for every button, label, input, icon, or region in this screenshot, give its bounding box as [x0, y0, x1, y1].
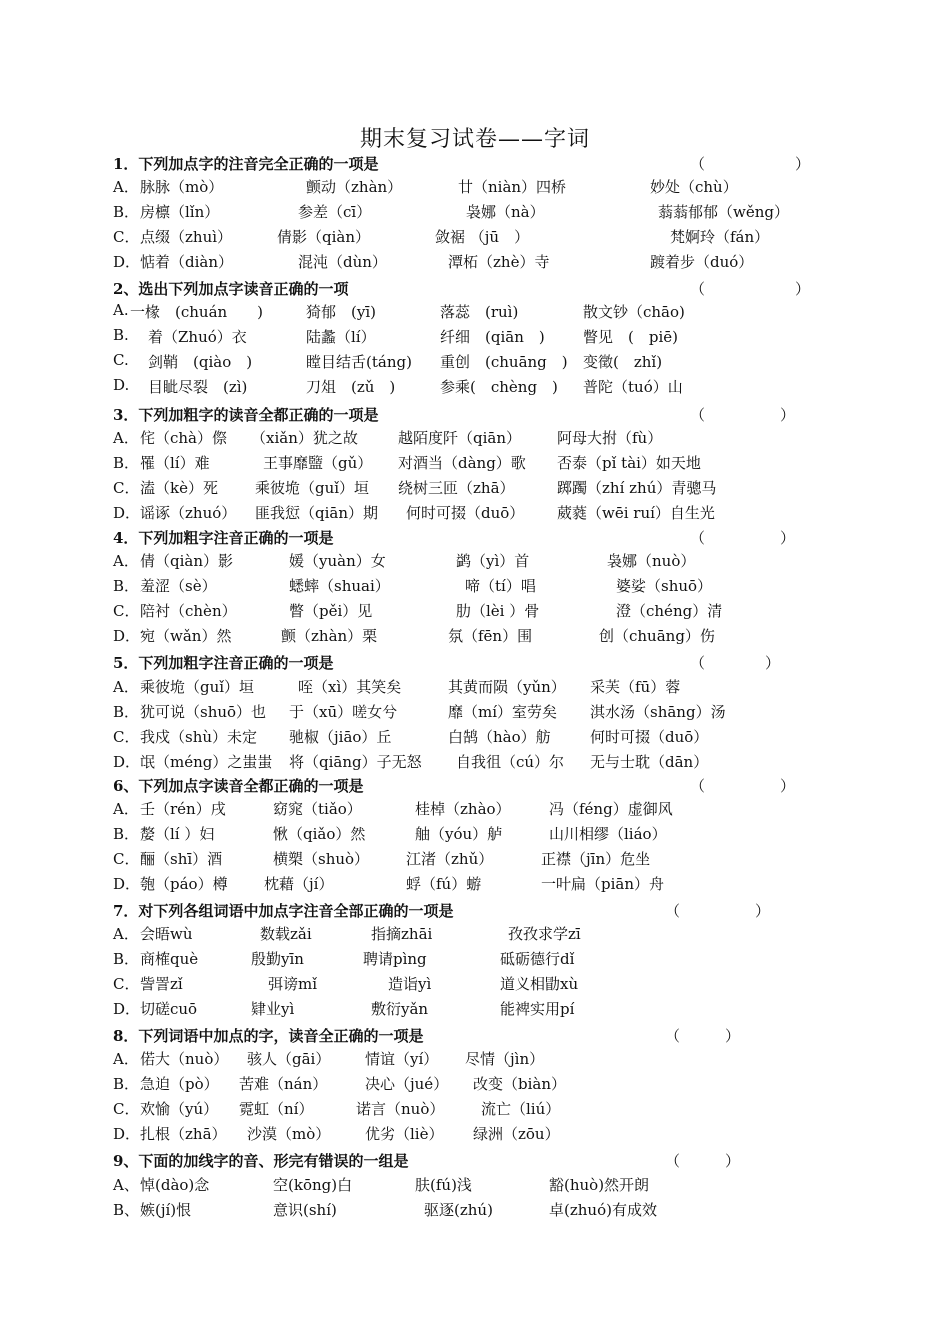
option-item: 能裨实用pí	[500, 1000, 575, 1018]
option-item: 一叶扁（piān）舟	[541, 875, 665, 893]
option-item: 情谊（yí）	[365, 1050, 439, 1068]
option-item: 否泰（pǐ tài）如天地	[557, 454, 701, 472]
option-item: 倩影（qiàn）	[277, 228, 371, 246]
option-item: 点缀（zhuì）	[140, 228, 233, 246]
option-label: A．	[113, 1050, 139, 1068]
option-item: 殷勤yīn	[251, 950, 304, 968]
option-label: C．	[113, 975, 140, 993]
option-item: 侘（chà）傺	[140, 429, 228, 447]
option-item: 指摘zhāi	[371, 925, 433, 943]
option-item: 沙漠（mò）	[247, 1125, 331, 1143]
question-6-answer-blank: （ ）	[690, 777, 796, 795]
option-item: 我戍（shù）未定	[140, 728, 258, 746]
option-item: 刀俎 (zǔ )	[306, 378, 396, 396]
option-item: 霓虹（ní）	[239, 1100, 314, 1118]
question-7-answer-blank: （ ）	[665, 902, 771, 920]
option-item: 肤(fú)浅	[415, 1176, 472, 1194]
option-label: C．	[113, 1100, 140, 1118]
question-8-answer-blank: （ ）	[665, 1027, 741, 1045]
option-item: 于（xū）嗟女兮	[289, 703, 398, 721]
option-item: 越陌度阡（qiān）	[398, 429, 522, 447]
option-item: 蟋蟀（shuai）	[289, 577, 390, 595]
option-item: 罹（lí）难	[140, 454, 210, 472]
question-8-stem: 8．下列词语中加点的字，读音全正确的一项是	[113, 1027, 424, 1045]
option-item: 乘彼垝（guǐ）垣	[255, 479, 370, 497]
question-1-stem: 1．下列加点字的注音完全正确的一项是	[113, 155, 379, 173]
option-label: D．	[113, 1000, 141, 1018]
option-item: 倩（qiàn）影	[140, 552, 234, 570]
option-item: 绕树三匝（zhā）	[398, 479, 515, 497]
option-item: 诺言（nuò）	[356, 1100, 445, 1118]
option-item: 数载zǎi	[260, 925, 312, 943]
option-item: 陆蠡（lí）	[306, 328, 376, 346]
option-item: 何时可掇（duō）	[590, 728, 709, 746]
option-item: 参乘( chèng )	[440, 378, 558, 396]
option-item: 婆娑（shuō）	[616, 577, 713, 595]
option-item: 猗郁 (yī)	[306, 303, 376, 321]
option-label: A．	[113, 925, 139, 943]
option-item: 冯（féng）虚御风	[549, 800, 673, 818]
option-item: 房檩（lǐn）	[140, 203, 220, 221]
option-item: 氛（fēn）围	[448, 627, 533, 645]
option-item: 啼（tí）唱	[465, 577, 536, 595]
option-item: 山川相缪（liáo）	[549, 825, 667, 843]
option-item: 决心（jué）	[365, 1075, 449, 1093]
option-item: 氓（méng）之蚩蚩	[140, 753, 273, 771]
option-item: 颤（zhàn）栗	[281, 627, 378, 645]
option-label: D．	[113, 504, 141, 522]
option-item: 欢愉（yú）	[140, 1100, 219, 1118]
option-item: 卓(zhuó)有成效	[549, 1201, 657, 1219]
option-item: 羞涩（sè）	[140, 577, 217, 595]
option-item: 切磋cuō	[140, 1000, 198, 1018]
question-4-stem: 4．下列加粗字注音正确的一项是	[113, 529, 334, 547]
option-item: 其黄而陨（yǔn）	[448, 678, 566, 696]
option-label: C．	[113, 850, 140, 868]
option-item: 梵婀玲（fán）	[670, 228, 770, 246]
option-item: 惦着（diàn）	[140, 253, 234, 271]
option-label: B．	[113, 1075, 140, 1093]
option-item: 白鹄（hào）舫	[448, 728, 551, 746]
option-item: 横槊（shuò）	[273, 850, 370, 868]
question-3-stem: 3．下列加粗字的读音全都正确的一项是	[113, 406, 379, 424]
option-item: 聘请pìng	[363, 950, 427, 968]
option-item: 驰椒（jiāo）丘	[289, 728, 392, 746]
option-label: D.	[113, 376, 130, 394]
option-item: 袅娜（nuò）	[607, 552, 696, 570]
option-label: D．	[113, 875, 141, 893]
option-item: 将（qiāng）子无怒	[289, 753, 422, 771]
option-item: 乘彼垝（guǐ）垣	[140, 678, 255, 696]
option-label: B.	[113, 326, 129, 344]
option-item: 脉脉（mò）	[140, 178, 224, 196]
option-item: 优劣（liè）	[365, 1125, 444, 1143]
option-item: 舳（yóu）舻	[415, 825, 503, 843]
option-label: B．	[113, 950, 140, 968]
option-item: 造诣yì	[388, 975, 432, 993]
option-item: 砥砺德行dǐ	[500, 950, 575, 968]
option-item: 急迫（pò）	[140, 1075, 219, 1093]
option-item: 空(kōng)白	[273, 1176, 353, 1194]
option-item: 悼(dào)念	[140, 1176, 210, 1194]
option-item: 普陀（tuó）山	[583, 378, 683, 396]
option-item: 意识(shí)	[273, 1201, 337, 1219]
option-label: A．	[113, 429, 139, 447]
option-label: C．	[113, 728, 140, 746]
option-label: A．	[113, 552, 139, 570]
option-item: 溘（kè）死	[140, 479, 218, 497]
option-item: 肋（lèi ）骨	[456, 602, 540, 620]
option-label: C．	[113, 228, 140, 246]
option-item: 匪我愆（qiān）期	[255, 504, 379, 522]
option-item: 正襟（jīn）危坐	[541, 850, 651, 868]
option-item: 会晤wù	[140, 925, 193, 943]
option-item: 葳蕤（wēi ruí）自生光	[557, 504, 715, 522]
option-item: 着（Zhuó）衣	[148, 328, 247, 346]
option-item: 嫠（lí ）妇	[140, 825, 215, 843]
option-item: 袅娜（nà）	[466, 203, 545, 221]
option-item: 匏（páo）樽	[140, 875, 228, 893]
option-item: 踯躅（zhí zhú）青骢马	[557, 479, 717, 497]
option-label: D．	[113, 753, 141, 771]
option-item: 自我徂（cú）尔	[456, 753, 565, 771]
option-item: 重创 (chuāng )	[440, 353, 568, 371]
option-item: 咥（xì）其笑矣	[298, 678, 402, 696]
option-item: 采芙（fū）蓉	[590, 678, 681, 696]
option-item: 变徵( zhǐ)	[583, 353, 663, 371]
option-item: 瞥见 ( piē)	[583, 328, 678, 346]
option-item: 尽情（jìn）	[465, 1050, 545, 1068]
question-3-answer-blank: （ ）	[690, 406, 796, 424]
option-item: 宛（wǎn）然	[140, 627, 232, 645]
option-item: 江渚（zhǔ）	[406, 850, 494, 868]
question-5-answer-blank: （ ）	[690, 654, 781, 672]
option-label: D．	[113, 253, 141, 271]
question-4-answer-blank: （ ）	[690, 529, 796, 547]
option-item: 枕藉（jí）	[264, 875, 334, 893]
option-item: 谣诼（zhuó）	[140, 504, 237, 522]
option-item: 偌大（nuò）	[140, 1050, 229, 1068]
option-item: 落蕊 (ruì)	[440, 303, 519, 321]
option-label: B．	[113, 703, 140, 721]
option-item: 瞠目结舌(táng)	[306, 353, 412, 371]
option-item: 踱着步（duó）	[650, 253, 754, 271]
option-item: 阿母大拊（fù）	[557, 429, 663, 447]
question-6-stem: 6、下列加点字读音全都正确的一项是	[113, 777, 364, 795]
option-item: 颤动（zhàn）	[306, 178, 403, 196]
option-item: （xiǎn）犹之故	[251, 429, 358, 447]
option-item: 王事靡盬（gǔ）	[263, 454, 373, 472]
option-item: 创（chuāng）伤	[599, 627, 715, 645]
option-item: 廿（niàn）四桥	[458, 178, 567, 196]
question-5-stem: 5．下列加粗字注音正确的一项是	[113, 654, 334, 672]
option-item: 壬（rén）戌	[140, 800, 226, 818]
page-title: 期末复习试卷——字词	[359, 127, 590, 152]
option-item: 扎根（zhā）	[140, 1125, 227, 1143]
option-label: C．	[113, 602, 140, 620]
option-item: 靡（mí）室劳矣	[448, 703, 558, 721]
question-2-answer-blank: （ ）	[690, 280, 811, 298]
option-label: A.	[113, 301, 129, 319]
option-item: 目眦尽裂 (zì)	[148, 378, 248, 396]
option-item: 潭柘（zhè）寺	[448, 253, 550, 271]
option-label: A．	[113, 678, 139, 696]
option-label: A．	[113, 178, 139, 196]
option-item: 苦难（nán）	[239, 1075, 328, 1093]
question-9-stem: 9、下面的加线字的音、形完有错误的一组是	[113, 1152, 409, 1170]
option-item: 淇水汤（shāng）汤	[590, 703, 726, 721]
option-item: 陪衬（chèn）	[140, 602, 237, 620]
option-item: 澄（chéng）清	[616, 602, 723, 620]
option-item: 肄业yì	[251, 1000, 295, 1018]
option-item: 蜉（fú）蝣	[406, 875, 482, 893]
option-item: 流亡（liú）	[481, 1100, 561, 1118]
option-label: D．	[113, 627, 141, 645]
option-item: 豁(huò)然开朗	[549, 1176, 650, 1194]
option-item: 无与士耽（dān）	[590, 753, 709, 771]
option-item: 瞥（pěi）见	[289, 602, 373, 620]
option-item: 窈窕（tiǎo）	[273, 800, 362, 818]
option-label: B．	[113, 577, 140, 595]
option-item: 剑鞘 (qiào )	[148, 353, 253, 371]
question-2-stem: 2、选出下列加点字读音正确的一项	[113, 280, 349, 298]
option-item: 犹可说（shuō）也	[140, 703, 267, 721]
option-item: 鹢（yì）首	[456, 552, 530, 570]
option-label: A．	[113, 800, 139, 818]
option-item: 弭谤mǐ	[268, 975, 318, 993]
option-item: 驱逐(zhú)	[424, 1201, 493, 1219]
option-item: 酾（shī）酒	[140, 850, 223, 868]
option-label: B．	[113, 825, 140, 843]
option-item: 纤细 (qiān )	[440, 328, 545, 346]
option-label: B．	[113, 454, 140, 472]
option-item: 愀（qiǎo）然	[273, 825, 366, 843]
option-item: 绿洲（zōu）	[473, 1125, 560, 1143]
option-item: 参差（cī）	[298, 203, 372, 221]
option-item: 混沌（dùn）	[298, 253, 387, 271]
option-item: 对酒当（dàng）歌	[398, 454, 526, 472]
option-item: 蓊蓊郁郁（wěng）	[658, 203, 789, 221]
option-item: 嫉(jí)恨	[140, 1201, 192, 1219]
option-item: 何时可掇（duō）	[406, 504, 525, 522]
option-item: 敛裾 （jū ）	[435, 228, 530, 246]
option-item: 妙处（chù）	[650, 178, 738, 196]
option-label: B．	[113, 203, 140, 221]
option-item: 桂棹（zhào）	[415, 800, 511, 818]
option-item: 骇人（gāi）	[247, 1050, 331, 1068]
option-label: D．	[113, 1125, 141, 1143]
option-label: C．	[113, 479, 140, 497]
question-9-answer-blank: （ ）	[665, 1152, 741, 1170]
option-item: 孜孜求学zī	[508, 925, 581, 943]
option-item: 媛（yuàn）女	[289, 552, 386, 570]
question-7-stem: 7．对下列各组词语中加点字注音全部正确的一项是	[113, 902, 454, 920]
option-item: 訾詈zǐ	[140, 975, 183, 993]
option-item: 道义相勖xù	[500, 975, 579, 993]
option-item: 一椽 (chuán )	[130, 303, 264, 321]
question-1-answer-blank: （ ）	[690, 155, 811, 173]
option-label: A、	[113, 1176, 139, 1194]
option-item: 散文钞（chāo)	[583, 303, 685, 321]
option-item: 敷衍yǎn	[371, 1000, 429, 1018]
option-label: B、	[113, 1201, 140, 1219]
option-item: 改变（biàn）	[473, 1075, 567, 1093]
option-item: 商榷què	[140, 950, 199, 968]
option-label: C.	[113, 351, 129, 369]
